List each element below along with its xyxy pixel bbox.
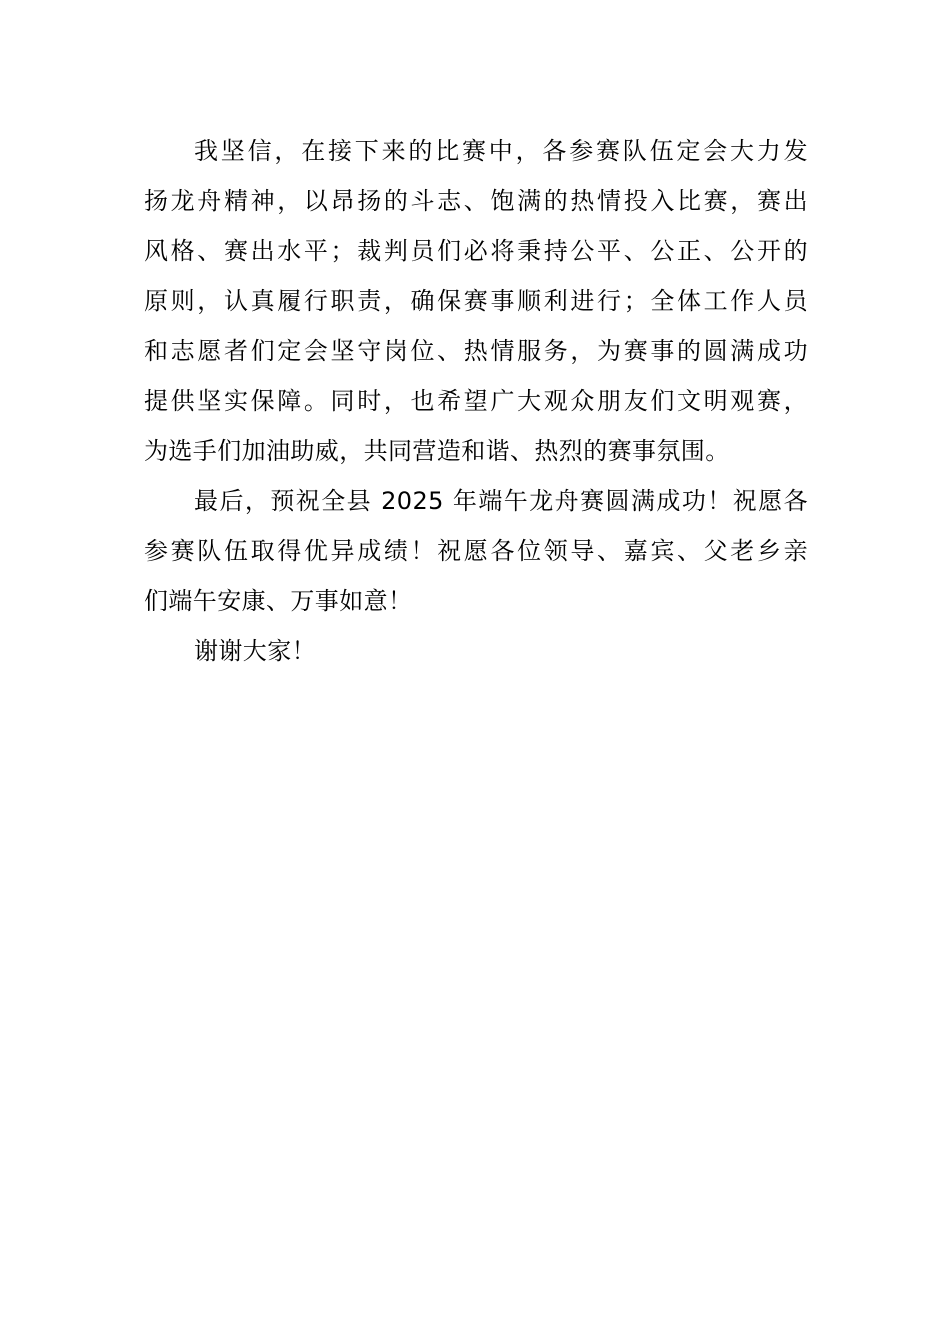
paragraph-wishes <box>144 476 808 626</box>
text-line: 最后，预祝全县 2025 年端午龙舟赛圆满成功！祝愿各 <box>194 487 808 515</box>
text-line: 我坚信，在接下来的比赛中，各参赛队伍定会大力发 <box>194 137 808 165</box>
text-line: 原则，认真履行职责，确保赛事顺利进行；全体工作人员 <box>144 287 808 315</box>
text-line: 扬龙舟精神，以昂扬的斗志、饱满的热情投入比赛，赛出 <box>144 187 808 215</box>
text-line: 为选手们加油助威，共同营造和谐、热烈的赛事氛围。 <box>144 437 730 465</box>
paragraph-confidence <box>144 126 808 476</box>
text-line: 提供坚实保障。同时，也希望广大观众朋友们文明观赛， <box>144 387 808 415</box>
text-line: 风格、赛出水平；裁判员们必将秉持公平、公正、公开的 <box>144 237 808 265</box>
text-line: 参赛队伍取得优异成绩！祝愿各位领导、嘉宾、父老乡亲 <box>144 537 808 565</box>
text-line: 们端午安康、万事如意！ <box>144 587 413 615</box>
text-line: 和志愿者们定会坚守岗位、热情服务，为赛事的圆满成功 <box>144 337 808 365</box>
document-body <box>144 126 808 676</box>
paragraph-thanks <box>144 626 808 676</box>
text-line: 谢谢大家！ <box>194 637 316 665</box>
